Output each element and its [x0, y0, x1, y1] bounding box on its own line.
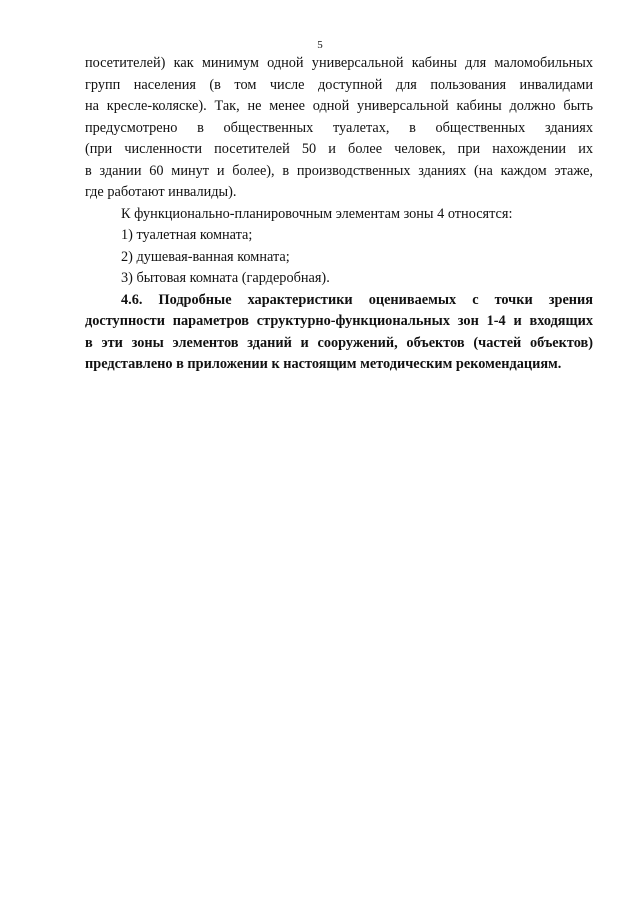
text-line: посетителей) как минимум одной универсальной кабины для маломобильных [85, 55, 593, 71]
list-item: 2) душевая-ванная комната; [121, 248, 290, 265]
zone-4-elements-intro: К функционально-планировочным элементам зоны 4 относятся: [121, 205, 513, 222]
text-line: представлено в приложении к настоящим методическим рекомендациям. [85, 356, 562, 372]
page-number: 5 [317, 39, 323, 51]
list-item: 1) туалетная комната; [121, 227, 253, 243]
text-line: на кресле-коляске). Так, не менее одной универсальной кабины должно быть [85, 98, 593, 114]
text-line: предусмотрено в общественных туалетах, в общественных зданиях [85, 119, 593, 136]
section-4-6-paragraph [85, 290, 593, 376]
list-item: 3) бытовая комната (гардеробная). [121, 270, 330, 286]
paragraph-continuation [85, 53, 593, 204]
text-line: 4.6. Подробные характеристики оцениваемых с точки зрения [121, 291, 593, 308]
text-line: где работают инвалиды). [85, 184, 237, 200]
text-line: (при численности посетителей 50 и более человек, при нахождении их [85, 141, 593, 157]
text-line: доступности параметров структурно-функциональных зон 1-4 и входящих [85, 313, 593, 329]
text-line: в здании 60 минут и более), в производственных зданиях (на каждом этаже, [85, 162, 593, 179]
text-line: групп населения (в том числе доступной для пользования инвалидами [85, 76, 593, 93]
zone-4-elements-list [85, 225, 593, 290]
document-body [85, 53, 593, 376]
text-line: в эти зоны элементов зданий и сооружений, объектов (частей объектов) [85, 334, 593, 351]
